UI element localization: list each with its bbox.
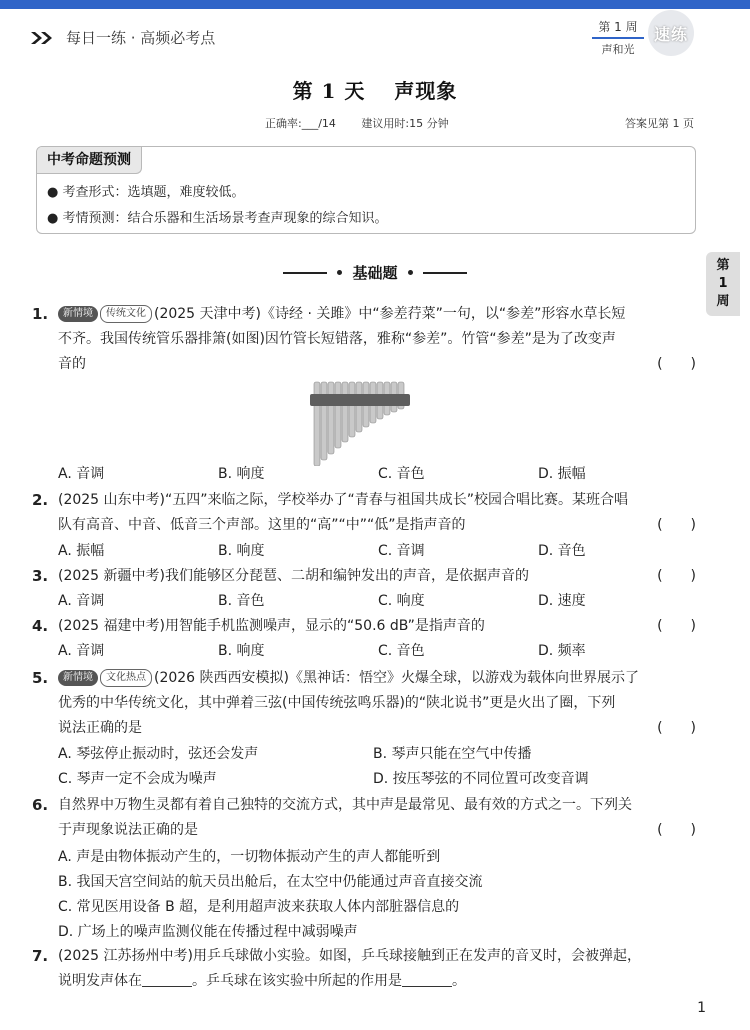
page-number: 1 [697,1000,706,1016]
section-rule-right [423,272,467,274]
option: C. 响度 [378,593,425,609]
question-number: 5. [32,669,49,687]
option: B. 响度 [218,543,265,559]
series-title-text: 每日一练 · 高频必考点 [66,29,216,47]
option: A. 声是由物体振动产生的，一切物体振动产生的声人都能听到 [58,849,441,865]
answer-paren: ( ) [657,517,696,533]
accuracy-label: 正确率:___/14 [265,117,336,130]
question-text: (2025 天津中考)《诗经 · 关雎》中“参差荇菜”一句，以“参差”形容水草长短 [154,306,626,322]
option: B. 响度 [218,466,265,482]
question-4 [32,614,696,639]
options-row [58,640,698,660]
tag-badge: 新情境 [58,306,98,322]
question-text: (2025 福建中考)用智能手机监测噪声，显示的“50.6 dB”是指声音的 [58,618,485,634]
option: B. 响度 [218,643,265,659]
question-text: (2025 新疆中考)我们能够区分琵琶、二胡和编钟发出的声音，是依据声音的 [58,568,530,584]
exam-prediction-box [36,146,696,234]
week-divider [592,37,644,39]
question-number: 2. [32,491,49,509]
option: A. 琴弦停止振动时，弦还会发声 [58,746,259,762]
tag-badge: 新情境 [58,670,98,686]
option: D. 广场上的噪声监测仪能在传播过程中减弱噪声 [58,924,358,940]
options-row [58,743,698,763]
options-row [58,590,698,610]
question-number: 1. [32,305,49,323]
option: C. 音调 [378,543,425,559]
option: A. 音调 [58,593,105,609]
option: D. 振幅 [538,466,586,482]
double-chevron-icon [30,31,60,45]
question-3 [32,564,696,589]
question-text: (2026 陕西西安模拟)《黑神话：悟空》火爆全球，以游戏为载体向世界展示了 [154,670,640,686]
options-row [58,463,698,483]
answer-paren: ( ) [657,822,696,838]
question-number: 7. [32,947,49,965]
section-dot-right [408,270,413,275]
page-title: 第 1 天 声现象 [292,79,458,103]
week-side-tab: 第 1 周 [706,252,740,316]
option: A. 音调 [58,466,105,482]
option: B. 我国天宫空间站的航天员出舱后，在太空中仍能通过声音直接交流 [58,874,483,890]
question-number: 3. [32,567,49,585]
option: D. 速度 [538,593,586,609]
answer-paren: ( ) [657,720,696,736]
question-text: 不齐。我国传统管乐器排箫(如图)因竹管长短错落，雅称“参差”。竹管“参差”是为了改变声 [58,331,616,347]
panpipe-illustration [308,378,412,470]
week-label: 第 1 周 [598,20,638,34]
meta-row [265,115,471,131]
question-number: 6. [32,796,49,814]
question-6 [32,793,696,843]
question-text: (2025 山东中考)“五四”来临之际，学校举办了“青春与祖国共成长”校园合唱比赛。某班合唱 [58,492,629,508]
question-number: 4. [32,617,49,635]
options-row [58,540,698,560]
option: B. 音色 [218,593,265,609]
question-text: 音的 [58,356,86,372]
question-text: 自然界中万物生灵都有着自己独特的交流方式，其中声是最常见、最有效的方式之一。下列关 [58,797,632,813]
answer-paren: ( ) [657,568,696,584]
section-heading [0,262,750,283]
option: C. 音色 [378,466,425,482]
question-text: 优秀的中华传统文化，其中弹着三弦(中国传统弦鸣乐器)的“陕北说书”更是火出了圈，下列 [58,695,616,711]
time-label: 建议用时:15 分钟 [361,117,449,130]
option: A. 音调 [58,643,105,659]
question-text-line: 说明发声体在 。乒乓球在该实验中所起的作用是 。 [58,973,466,989]
question-7 [32,944,696,994]
answer-paren: ( ) [657,618,696,634]
question-text: (2025 江苏扬州中考)用乒乓球做小实验。如图，乒乓球接触到正在发声的音叉时，会被弹起， [58,948,642,964]
section-heading-text: 基础题 [352,264,398,282]
question-2 [32,488,696,538]
week-topic: 声和光 [601,43,635,56]
question-5 [32,666,696,741]
option: C. 音色 [378,643,425,659]
options-row [58,768,698,788]
option: A. 振幅 [58,543,105,559]
speed-practice-badge: 速练 [648,10,694,56]
page-header [0,0,750,62]
answer-reference: 答案见第 1 页 [625,117,694,130]
fill-blank[interactable] [402,972,452,987]
prediction-item: ● 考查形式：选填题，难度较低。 [47,185,245,200]
section-dot-left [337,270,342,275]
option: D. 音色 [538,543,586,559]
question-text: 队有高音、中音、低音三个声部。这里的“高”“中”“低”是指声音的 [58,517,466,533]
tag-badge: 文化热点 [100,669,152,687]
section-rule-left [283,272,327,274]
fill-blank[interactable] [142,972,192,987]
prediction-item: ● 考情预测：结合乐器和生活场景考查声现象的综合知识。 [47,211,388,226]
tag-badge: 传统文化 [100,305,152,323]
option: D. 频率 [538,643,586,659]
week-indicator [592,18,644,57]
option: C. 常见医用设备 B 超，是利用超声波来获取人体内部脏器信息的 [58,899,460,915]
header-accent-bar [0,0,750,9]
prediction-heading: 中考命题预测 [37,147,142,174]
option: C. 琴声一定不会成为噪声 [58,771,217,787]
answer-paren: ( ) [657,356,696,372]
question-text: 于声现象说法正确的是 [58,822,198,838]
series-title [30,27,215,48]
question-1 [32,302,696,377]
question-text: 说法正确的是 [58,720,142,736]
option: B. 琴声只能在空气中传播 [373,746,532,762]
option: D. 按压琴弦的不同位置可改变音调 [373,771,589,787]
